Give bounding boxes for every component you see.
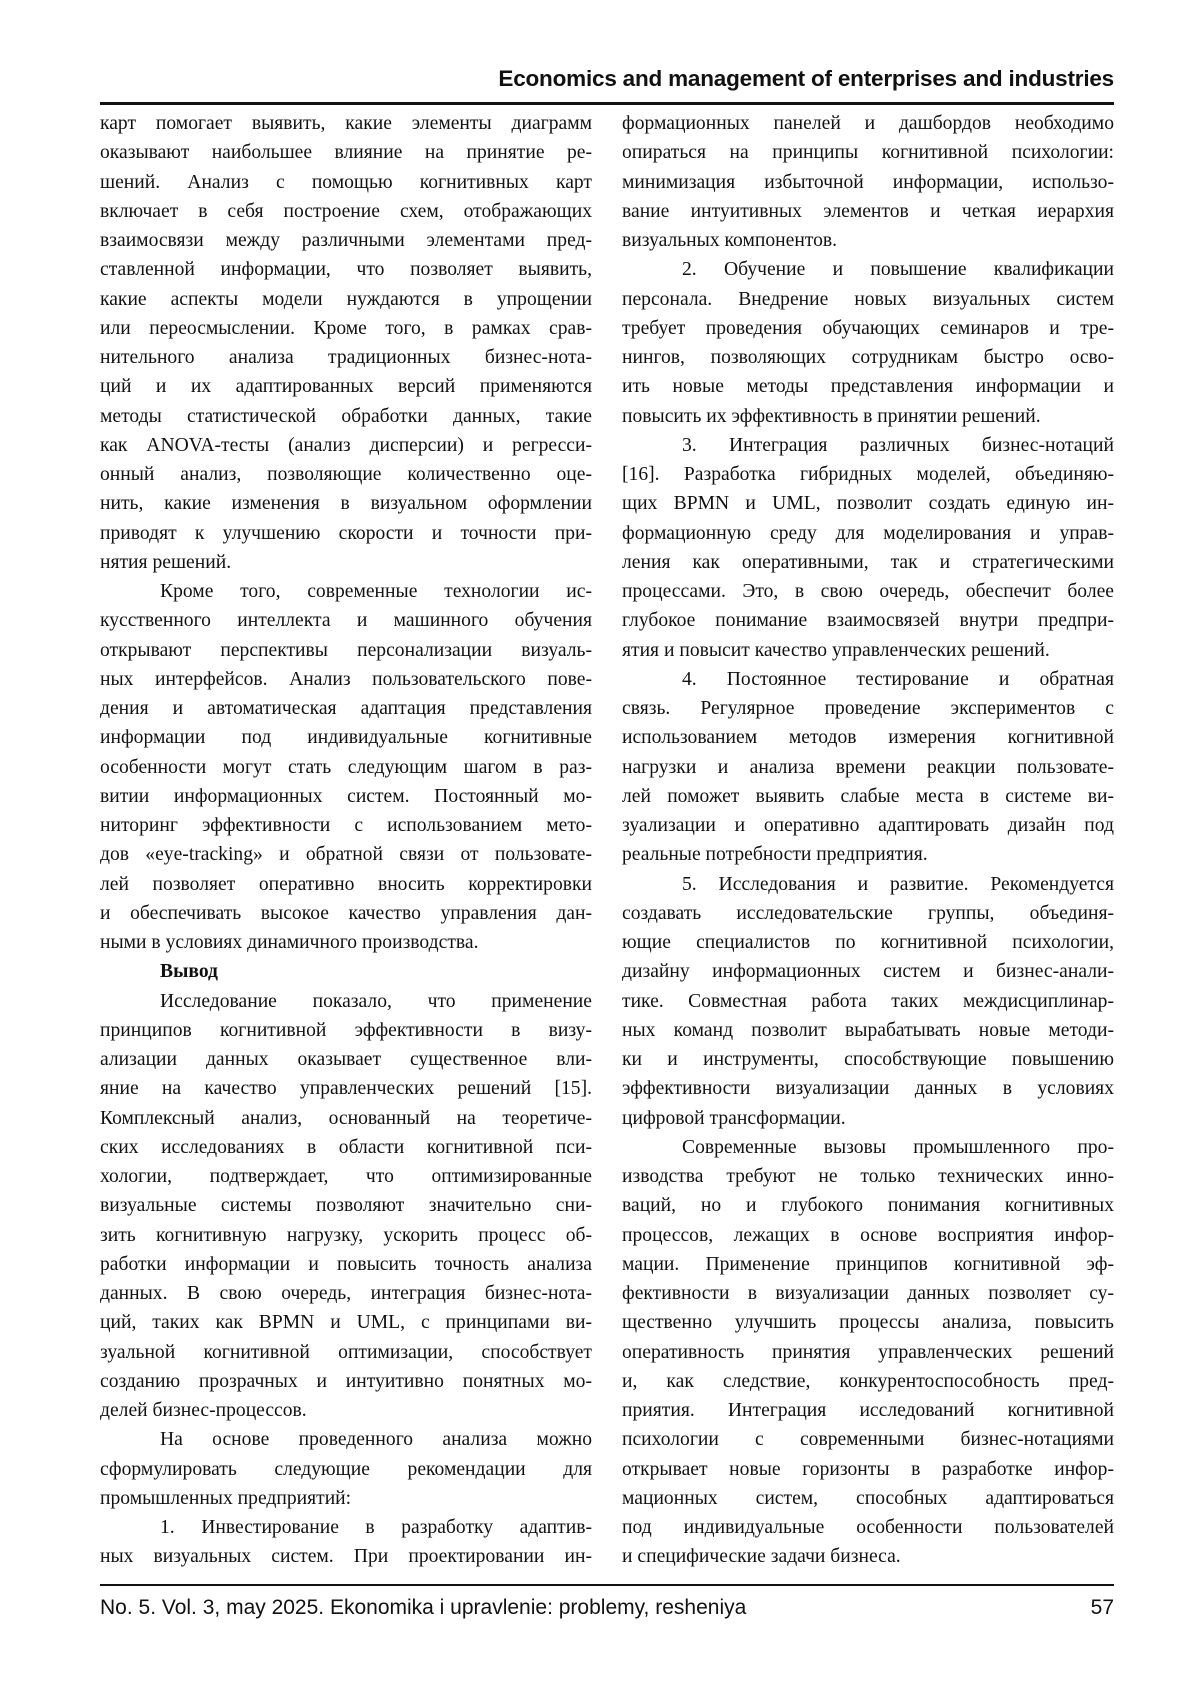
text-line: зуальной когнитивной оптимизации, способствует — [100, 1338, 592, 1367]
text-line: дения и автоматическая адаптация представления — [100, 694, 592, 723]
text-line: ными в условиях динамичного производства. — [100, 928, 592, 957]
text-line: 3. Интеграция различных бизнес-нотаций — [622, 431, 1114, 460]
text-line: глубокое понимание взаимосвязей внутри предпри- — [622, 606, 1114, 635]
text-line: нятия решений. — [100, 548, 592, 577]
paragraph — [622, 870, 1114, 1133]
text-line: приводят к улучшению скорости и точности при- — [100, 519, 592, 548]
text-line: 4. Постоянное тестирование и обратная — [622, 665, 1114, 694]
text-line: дизайну информационных систем и бизнес-анали- — [622, 957, 1114, 986]
text-column-left — [100, 109, 592, 1572]
text-line: тике. Совместная работа таких междисциплинар- — [622, 987, 1114, 1016]
text-line: 1. Инвестирование в разработку адаптив- — [100, 1513, 592, 1542]
header-divider — [100, 102, 1114, 105]
paragraph — [100, 1513, 592, 1572]
text-line: нить, какие изменения в визуальном оформлении — [100, 489, 592, 518]
text-line: щих BPMN и UML, позволит создать единую ин- — [622, 489, 1114, 518]
text-line: 5. Исследования и развитие. Рекомендуется — [622, 870, 1114, 899]
running-header: Economics and management of enterprises and industries — [498, 66, 1114, 92]
page-number: 57 — [1091, 1596, 1114, 1620]
text-line: визуальных компонентов. — [622, 226, 1114, 255]
text-line: оказывают наибольшее влияние на принятие ре- — [100, 138, 592, 167]
text-column-right — [622, 109, 1114, 1572]
text-line: ских исследованиях в области когнитивной пси- — [100, 1133, 592, 1162]
text-line: включает в себя построение схем, отображающих — [100, 197, 592, 226]
text-line: Исследование показало, что применение — [100, 987, 592, 1016]
text-line: ваций, но и глубокого понимания когнитивных — [622, 1191, 1114, 1220]
text-line: Кроме того, современные технологии ис- — [100, 577, 592, 606]
footer-divider — [100, 1584, 1114, 1586]
text-line: ниторинг эффективности с использованием мето- — [100, 811, 592, 840]
text-line: принципов когнитивной эффективности в визу- — [100, 1016, 592, 1045]
text-line: реальные потребности предприятия. — [622, 840, 1114, 869]
text-line: формационных панелей и дашбордов необходимо — [622, 109, 1114, 138]
text-line: мационных систем, способных адаптироваться — [622, 1484, 1114, 1513]
text-line: взаимосвязи между различными элементами пред- — [100, 226, 592, 255]
text-line: нингов, позволяющих сотрудникам быстро осво- — [622, 343, 1114, 372]
text-line: и специфические задачи бизнеса. — [622, 1542, 1114, 1571]
section-heading — [100, 957, 592, 986]
journal-citation: No. 5. Vol. 3, may 2025. Ekonomika i upravlenie: problemy, resheniya — [100, 1596, 746, 1620]
text-line: персонала. Внедрение новых визуальных систем — [622, 285, 1114, 314]
text-line: ций, таких как BPMN и UML, с принципами ви- — [100, 1308, 592, 1337]
text-line: ализации данных оказывает существенное вли- — [100, 1045, 592, 1074]
text-line: ных интерфейсов. Анализ пользовательского пове- — [100, 665, 592, 694]
text-line: визуальные системы позволяют значительно сни- — [100, 1191, 592, 1220]
text-line: Вывод — [100, 957, 592, 986]
text-line: кусственного интеллекта и машинного обучения — [100, 606, 592, 635]
text-line: хологии, подтверждает, что оптимизированные — [100, 1162, 592, 1191]
text-line: под индивидуальные особенности пользователей — [622, 1513, 1114, 1542]
text-line: процессами. Это, в свою очередь, обеспечит более — [622, 577, 1114, 606]
text-line: открывают перспективы персонализации визуаль- — [100, 636, 592, 665]
text-line: зуализации и оперативно адаптировать дизайн под — [622, 811, 1114, 840]
text-line: шений. Анализ с помощью когнитивных карт — [100, 168, 592, 197]
text-line: особенности могут стать следующим шагом в раз- — [100, 753, 592, 782]
text-line: ющие специалистов по когнитивной психологии, — [622, 928, 1114, 957]
text-line: связь. Регулярное проведение экспериментов с — [622, 694, 1114, 723]
paragraph — [622, 255, 1114, 431]
text-line: зить когнитивную нагрузку, ускорить процесс об- — [100, 1221, 592, 1250]
paragraph — [622, 1133, 1114, 1572]
text-line: карт помогает выявить, какие элементы диаграмм — [100, 109, 592, 138]
text-line: 2. Обучение и повышение квалификации — [622, 255, 1114, 284]
running-footer — [100, 1596, 1114, 1620]
text-line: вание интуитивных элементов и четкая иерархия — [622, 197, 1114, 226]
paragraph — [622, 665, 1114, 870]
text-line: повысить их эффективность в принятии решений. — [622, 402, 1114, 431]
text-line: ций и их адаптированных версий применяются — [100, 372, 592, 401]
text-line: Комплексный анализ, основанный на теоретиче- — [100, 1104, 592, 1133]
text-line: промышленных предприятий: — [100, 1484, 592, 1513]
text-line: онный анализ, позволяющие количественно оце- — [100, 460, 592, 489]
text-line: ных визуальных систем. При проектировании ин- — [100, 1542, 592, 1571]
text-line: минимизация избыточной информации, использо- — [622, 168, 1114, 197]
text-line: ставленной информации, что позволяет выявить, — [100, 255, 592, 284]
text-line: процессов, лежащих в основе восприятия инфор- — [622, 1221, 1114, 1250]
text-line: и, как следствие, конкурентоспособность пред- — [622, 1367, 1114, 1396]
text-line: изводства требуют не только технических инно- — [622, 1162, 1114, 1191]
text-line: ить новые методы представления информации и — [622, 372, 1114, 401]
text-line: данных. В свою очередь, интеграция бизнес-нота- — [100, 1279, 592, 1308]
text-line: открывает новые горизонты в разработке инфор- — [622, 1455, 1114, 1484]
text-line: ки и инструменты, способствующие повышению — [622, 1045, 1114, 1074]
text-line: сформулировать следующие рекомендации для — [100, 1455, 592, 1484]
text-line: методы статистической обработки данных, такие — [100, 402, 592, 431]
text-line: нительного анализа традиционных бизнес-нота- — [100, 343, 592, 372]
text-line: работки информации и повысить точность анализа — [100, 1250, 592, 1279]
text-line: эффективности визуализации данных в условиях — [622, 1074, 1114, 1103]
text-line: щественно улучшить процессы анализа, повысить — [622, 1308, 1114, 1337]
text-line: приятия. Интеграция исследований когнитивной — [622, 1396, 1114, 1425]
paragraph — [622, 109, 1114, 255]
text-line: лей позволяет оперативно вносить корректировки — [100, 870, 592, 899]
text-line: нагрузки и анализа времени реакции пользовате- — [622, 753, 1114, 782]
text-line: Современные вызовы промышленного про- — [622, 1133, 1114, 1162]
text-line: опираться на принципы когнитивной психологии: — [622, 138, 1114, 167]
text-line: создавать исследовательские группы, объединя- — [622, 899, 1114, 928]
text-line: какие аспекты модели нуждаются в упрощении — [100, 285, 592, 314]
text-line: ных команд позволит вырабатывать новые методи- — [622, 1016, 1114, 1045]
text-line: [16]. Разработка гибридных моделей, объединяю- — [622, 460, 1114, 489]
text-line: использованием методов измерения когнитивной — [622, 723, 1114, 752]
text-line: требует проведения обучающих семинаров и тре- — [622, 314, 1114, 343]
text-line: оперативность принятия управленческих решений — [622, 1338, 1114, 1367]
text-line: фективности в визуализации данных позволяет су- — [622, 1279, 1114, 1308]
text-line: ления как оперативными, так и стратегическими — [622, 548, 1114, 577]
text-line: созданию прозрачных и интуитивно понятных мо- — [100, 1367, 592, 1396]
paragraph — [622, 431, 1114, 665]
text-line: ятия и повысит качество управленческих решений. — [622, 636, 1114, 665]
paragraph — [100, 987, 592, 1426]
text-line: делей бизнес-процессов. — [100, 1396, 592, 1425]
paragraph — [100, 109, 592, 577]
text-line: психологии с современными бизнес-нотациями — [622, 1425, 1114, 1454]
text-line: витии информационных систем. Постоянный мо- — [100, 782, 592, 811]
text-line: формационную среду для моделирования и управ- — [622, 519, 1114, 548]
text-line: и обеспечивать высокое качество управления дан- — [100, 899, 592, 928]
text-line: На основе проведенного анализа можно — [100, 1425, 592, 1454]
text-line: лей поможет выявить слабые места в системе ви- — [622, 782, 1114, 811]
text-line: дов «eye-tracking» и обратной связи от пользовате- — [100, 840, 592, 869]
text-line: цифровой трансформации. — [622, 1104, 1114, 1133]
text-line: как ANOVA-тесты (анализ дисперсии) и регресси- — [100, 431, 592, 460]
text-line: яние на качество управленческих решений [15]. — [100, 1074, 592, 1103]
paragraph — [100, 577, 592, 957]
text-line: информации под индивидуальные когнитивные — [100, 723, 592, 752]
text-line: мации. Применение принципов когнитивной эф- — [622, 1250, 1114, 1279]
text-line: или переосмыслении. Кроме того, в рамках срав- — [100, 314, 592, 343]
paragraph — [100, 1425, 592, 1513]
